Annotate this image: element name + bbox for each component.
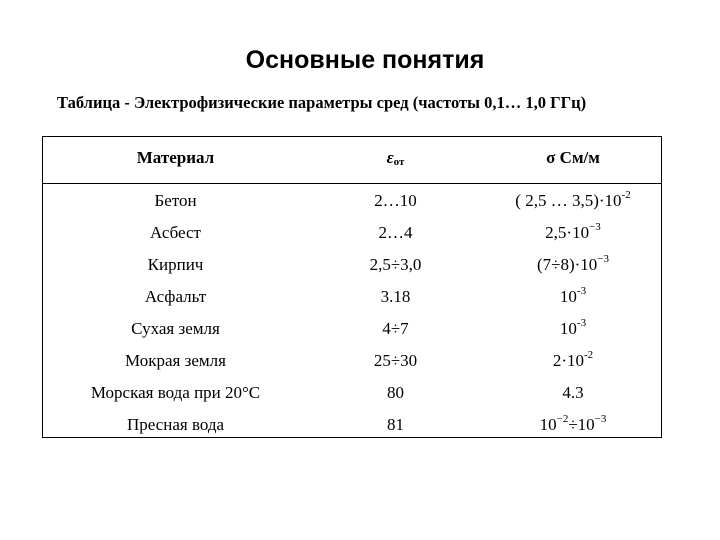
header-divider [43, 183, 661, 184]
table-row [43, 377, 661, 409]
header-epsilon-symbol: ε [386, 148, 394, 167]
sigma-exponent: −3 [589, 221, 601, 233]
header-epsilon-subscript: от [393, 156, 405, 168]
material-cell: Бетон [154, 191, 197, 210]
header-material: Материал [136, 148, 215, 167]
sigma-base: 10 [559, 287, 577, 306]
sigma-cell [483, 217, 663, 249]
table-row [43, 345, 661, 377]
sigma-cell [483, 409, 663, 441]
table-row [43, 185, 661, 217]
epsilon-cell: 81 [387, 415, 404, 434]
epsilon-cell: 25÷30 [373, 351, 418, 370]
sigma-range-separator: ÷10 [568, 415, 595, 434]
table-caption: Таблица - Электрофизические параметры сред (частоты 0,1… 1,0 ГГц) [57, 93, 587, 112]
sigma-exponent: −2 [556, 413, 569, 425]
sigma-exponent: -3 [576, 317, 587, 329]
sigma-cell [483, 377, 663, 409]
sigma-cell [483, 249, 663, 281]
sigma-exponent: −3 [597, 253, 610, 265]
epsilon-cell: 2,5÷3,0 [369, 255, 422, 274]
sigma-base: ( 2,5 … 3,5)·10 [515, 191, 622, 210]
table-header-row [43, 137, 661, 179]
header-sigma: σ См/м [546, 148, 600, 167]
material-cell: Мокрая земля [125, 351, 226, 370]
epsilon-cell: 3.18 [380, 287, 411, 306]
sigma-base: 2,5·10 [545, 223, 590, 242]
material-cell: Морская вода при 20°C [90, 383, 261, 402]
table-row [43, 409, 661, 441]
sigma-cell [483, 345, 663, 377]
table-row [43, 281, 661, 313]
sigma-exponent: -2 [584, 349, 594, 361]
epsilon-cell: 2…4 [378, 223, 413, 242]
table-row [43, 217, 661, 249]
table-row [43, 249, 661, 281]
sigma-cell [483, 313, 663, 345]
sigma-base: 2·10 [552, 351, 584, 370]
sigma-exponent-2: −3 [594, 413, 607, 425]
sigma-base: (7÷8)·10 [536, 255, 598, 274]
sigma-exponent: -2 [621, 189, 631, 201]
sigma-base: 4.3 [562, 383, 584, 402]
sigma-cell [483, 281, 663, 313]
table-row [43, 313, 661, 345]
epsilon-cell: 80 [387, 383, 404, 402]
header-epsilon [308, 137, 483, 179]
material-cell: Пресная вода [126, 415, 225, 434]
parameters-table [42, 136, 662, 438]
epsilon-cell: 4÷7 [382, 319, 409, 338]
sigma-cell [483, 185, 663, 217]
material-cell: Асфальт [144, 287, 207, 306]
page-title: Основные понятия [245, 46, 485, 74]
sigma-exponent: -3 [576, 285, 587, 297]
material-cell: Кирпич [147, 255, 204, 274]
sigma-base: 10 [559, 319, 577, 338]
epsilon-cell: 2…10 [374, 191, 417, 210]
sigma-base: 10 [539, 415, 557, 434]
material-cell: Асбест [150, 223, 201, 242]
material-cell: Сухая земля [131, 319, 220, 338]
